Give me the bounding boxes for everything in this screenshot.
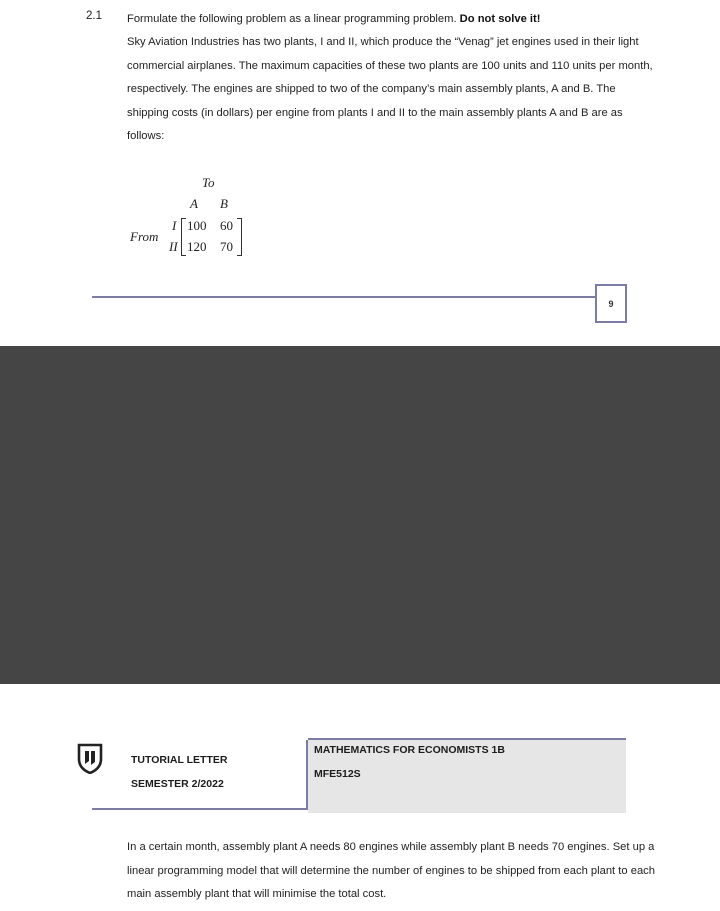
matrix-right-bracket [237, 218, 242, 256]
matrix-cell: 120 [187, 239, 207, 254]
matrix-from-label: From [130, 229, 159, 244]
page-number: 9 [608, 298, 614, 309]
matrix-left-bracket [181, 218, 186, 256]
matrix-row-label-i: I [172, 218, 177, 233]
matrix-row-label-ii: II [169, 239, 178, 254]
course-title: MATHEMATICS FOR ECONOMISTS 1B [314, 744, 505, 756]
question-body: Sky Aviation Industries has two plants, I and II, which produce the “Venag” jet engines used in their light commercial airplanes. The maximum capacities of these two plants are 100 units and 110 units per month, respectively. The engines are shipped to two of the company’s main assembly plants, A and B. The shipping costs (in dollars) per engine from plants I and II to the main assembly plants A and B are as follows: [127, 36, 653, 143]
matrix-cell: 100 [187, 218, 207, 233]
header-underline [92, 808, 307, 810]
continuation-body: In a certain month, assembly plant A needs 80 engines while assembly plant B needs 70 engines. Set up a linear programming model that will determine the number of engines to be shipped from each plant to each main assembly plant that will minimise the total cost. [127, 841, 655, 901]
page-number-box [595, 284, 627, 323]
footer-rule [92, 296, 595, 298]
university-logo-icon [76, 742, 104, 774]
matrix-cell: 70 [220, 239, 233, 254]
question-intro: Formulate the following problem as a linear programming problem. [127, 13, 457, 25]
continuation-text [127, 836, 657, 907]
page-gap-band [0, 346, 720, 684]
tutorial-letter-label: TUTORIAL LETTER [131, 754, 228, 766]
matrix-cell: 60 [220, 218, 233, 233]
semester-label: SEMESTER 2/2022 [131, 778, 224, 790]
matrix-col-label-b: B [220, 196, 228, 211]
question-text [127, 8, 657, 148]
matrix-to-label: To [202, 175, 215, 190]
course-code: MFE512S [314, 768, 361, 780]
header-divider [306, 740, 308, 810]
matrix-col-label-a: A [190, 196, 198, 211]
question-number: 2.1 [86, 10, 102, 22]
question-intro-bold: Do not solve it! [459, 13, 541, 25]
